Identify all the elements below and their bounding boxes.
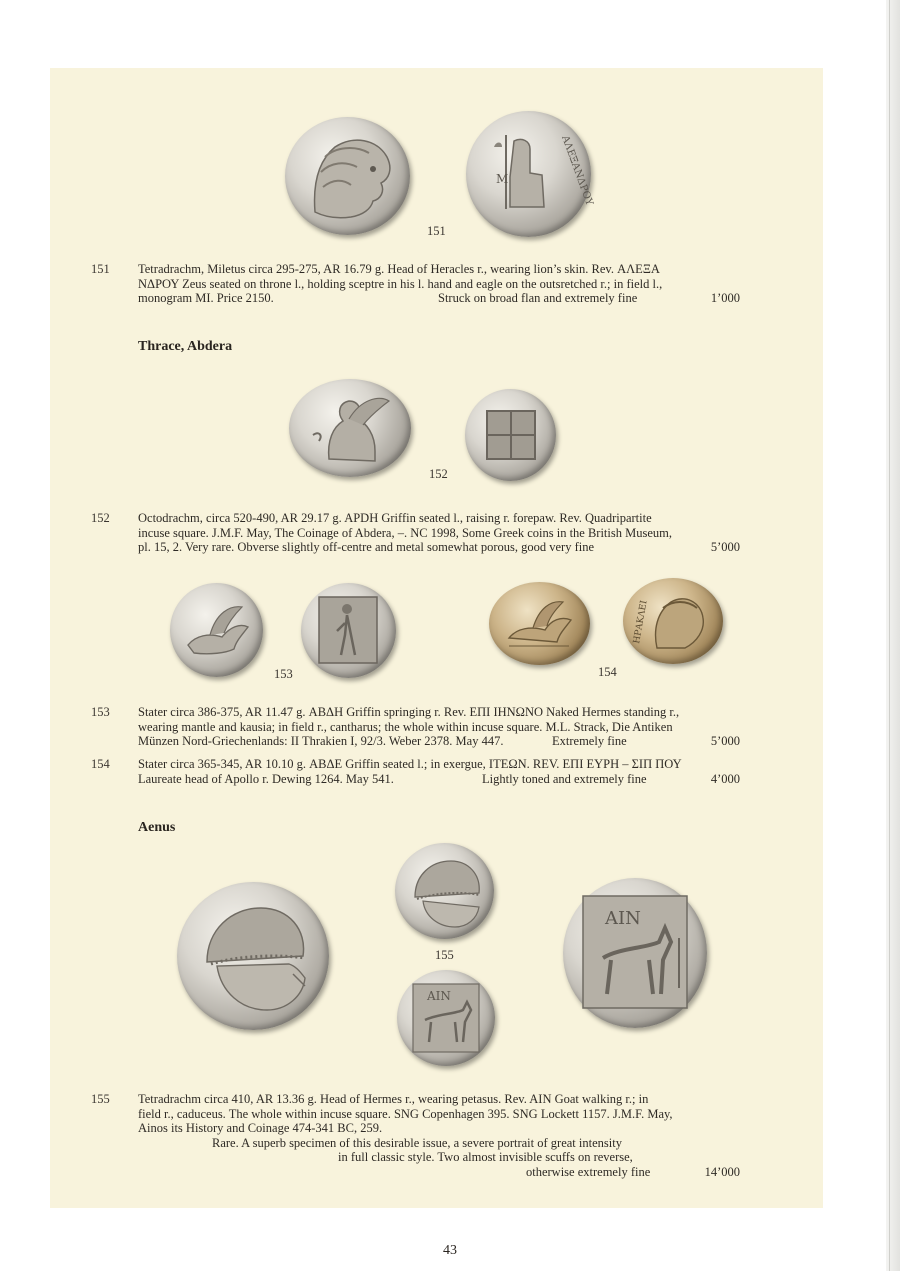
coin-155-obverse-large[interactable] — [177, 882, 329, 1030]
lot-number-154: 154 — [91, 757, 110, 771]
lot-number-151: 151 — [91, 262, 110, 276]
lot-description-154 — [138, 757, 740, 786]
lot-155-line-6: otherwise extremely fine 14’000 — [526, 1164, 740, 1179]
lot-description-153 — [138, 705, 740, 749]
heracles-head-icon — [285, 117, 410, 235]
lot-152-line-3: pl. 15, 2. Very rare. Obverse slightly off-centre and metal somewhat porous, good very fine 5’000 — [138, 540, 740, 554]
hermes-petasus-head-small-icon — [395, 843, 494, 939]
coin-155-reverse-small[interactable] — [397, 970, 495, 1066]
lot-number-155: 155 — [91, 1092, 110, 1106]
griffin-seated-exergue-icon — [489, 582, 590, 665]
coin-155-small-legend: AIN — [427, 989, 451, 1003]
coin-152-obverse[interactable] — [289, 379, 411, 477]
page-edge-line — [889, 0, 890, 1271]
goat-walking-icon — [563, 878, 707, 1028]
lot-152-estimate: 5’000 — [710, 540, 740, 554]
lot-151-estimate: 1’000 — [710, 291, 740, 305]
page-number: 43 — [443, 1243, 457, 1258]
lot-154-line-1: Stater circa 365-345, AR 10.10 g. ΑΒΔΕ Griffin seated l.; in exergue, ΙΤΕΩΝ. REV. ΕΠΙ ΕΥΡΗ – ΣΙΠ ΠΟΥ — [138, 757, 682, 771]
coin-152-reverse[interactable] — [465, 389, 556, 481]
lot-154-estimate: 4’000 — [710, 771, 740, 786]
coin-154-reverse[interactable] — [623, 578, 723, 664]
coin-155-legend: AIN — [605, 908, 641, 929]
coin-153-obverse[interactable] — [170, 583, 263, 677]
griffin-seated-icon — [289, 379, 411, 477]
coin-154-obverse[interactable] — [489, 582, 590, 665]
lot-description-151 — [138, 262, 740, 306]
lot-description-155 — [138, 1092, 740, 1179]
lot-number-152: 152 — [91, 511, 110, 525]
lot-153-line-2: wearing mantle and kausia; in field r., cantharus; the whole within incuse square. M.L. Strack, Die Antiken — [138, 719, 673, 734]
coin-151-monogram: M — [496, 172, 509, 186]
hermes-standing-icon — [301, 583, 396, 678]
lot-152-line-2: incuse square. J.M.F. May, The Coinage of Abdera, –. NC 1998, Some Greek coins in the British Museum, — [138, 525, 672, 540]
zeus-enthroned-icon — [466, 111, 595, 237]
image-label-155: 155 — [435, 948, 454, 962]
lot-151-line-2: ΝΔΡΟΥ Zeus seated on throne l., holding sceptre in his l. hand and eagle on the outsretched r.; in field l., — [138, 276, 663, 291]
griffin-springing-icon — [170, 583, 263, 677]
coin-153-reverse[interactable] — [301, 583, 396, 678]
lot-155-line-3: Ainos its History and Coinage 474-341 BC, 259. — [138, 1121, 383, 1135]
lot-153-line-3: Münzen Nord-Griechenlands: II Thrakien I, 92/3. Weber 2378. May 447. Extremely fine 5’000 — [138, 734, 740, 748]
apollo-head-icon — [623, 578, 723, 664]
hermes-petasus-head-icon — [177, 882, 329, 1030]
lot-153-estimate: 5’000 — [710, 734, 740, 748]
incuse-square-icon — [465, 389, 556, 481]
image-label-151: 151 — [427, 224, 446, 238]
coin-155-reverse-large[interactable] — [563, 878, 707, 1028]
coin-151-obverse[interactable] — [285, 117, 410, 235]
lot-155-line-1: Tetradrachm circa 410, AR 13.36 g. Head of Hermes r., wearing petasus. Rev. AIN Goat walking r.; in — [138, 1092, 649, 1106]
goat-walking-small-icon — [397, 970, 495, 1066]
lot-153-line-1: Stater circa 386-375, AR 11.47 g. ΑΒΔΗ Griffin springing r. Rev. ΕΠΙ ΙΗΝΩΝΟ Naked Hermes standing r., — [138, 705, 680, 719]
image-label-154: 154 — [598, 665, 617, 679]
lot-151-line-1: Tetradrachm, Miletus circa 295-275, AR 16.79 g. Head of Heracles r., wearing lion’s skin. Rev. ΑΛΕΞΑ — [138, 262, 660, 276]
lot-number-153: 153 — [91, 705, 110, 719]
lot-155-estimate: 14’000 — [704, 1164, 740, 1179]
lot-155-line-2: field r., caduceus. The whole within incuse square. SNG Copenhagen 395. SNG Lockett 1157. J.M.F. May, — [138, 1106, 673, 1121]
lot-description-152 — [138, 511, 740, 555]
section-heading-thrace-abdera: Thrace, Abdera — [138, 339, 233, 354]
coin-155-obverse-small[interactable] — [395, 843, 494, 939]
lot-154-line-2: Laureate head of Apollo r. Dewing 1264. May 541. Lightly toned and extremely fine 4’000 — [138, 771, 740, 786]
lot-152-line-1: Octodrachm, circa 520-490, AR 29.17 g. APDH Griffin seated l., raising r. forepaw. Rev. Quadripartite — [138, 511, 652, 525]
coin-151-reverse[interactable] — [466, 111, 595, 237]
coin-151-legend: ΑΛΕΞΑΝΔΡΟΥ — [559, 134, 595, 208]
coin-154-legend: ΗΡΑΚΛΕΙ — [632, 599, 650, 645]
section-heading-aenus: Aenus — [138, 820, 176, 835]
lot-151-line-3: monogram MI. Price 2150. Struck on broad flan and extremely fine 1’000 — [138, 291, 740, 305]
lot-155-line-4: Rare. A superb specimen of this desirable issue, a severe portrait of great intensity — [212, 1135, 622, 1150]
lot-155-line-5: in full classic style. Two almost invisible scuffs on reverse, — [338, 1150, 633, 1164]
image-label-152: 152 — [429, 467, 448, 481]
image-label-153: 153 — [274, 667, 293, 681]
